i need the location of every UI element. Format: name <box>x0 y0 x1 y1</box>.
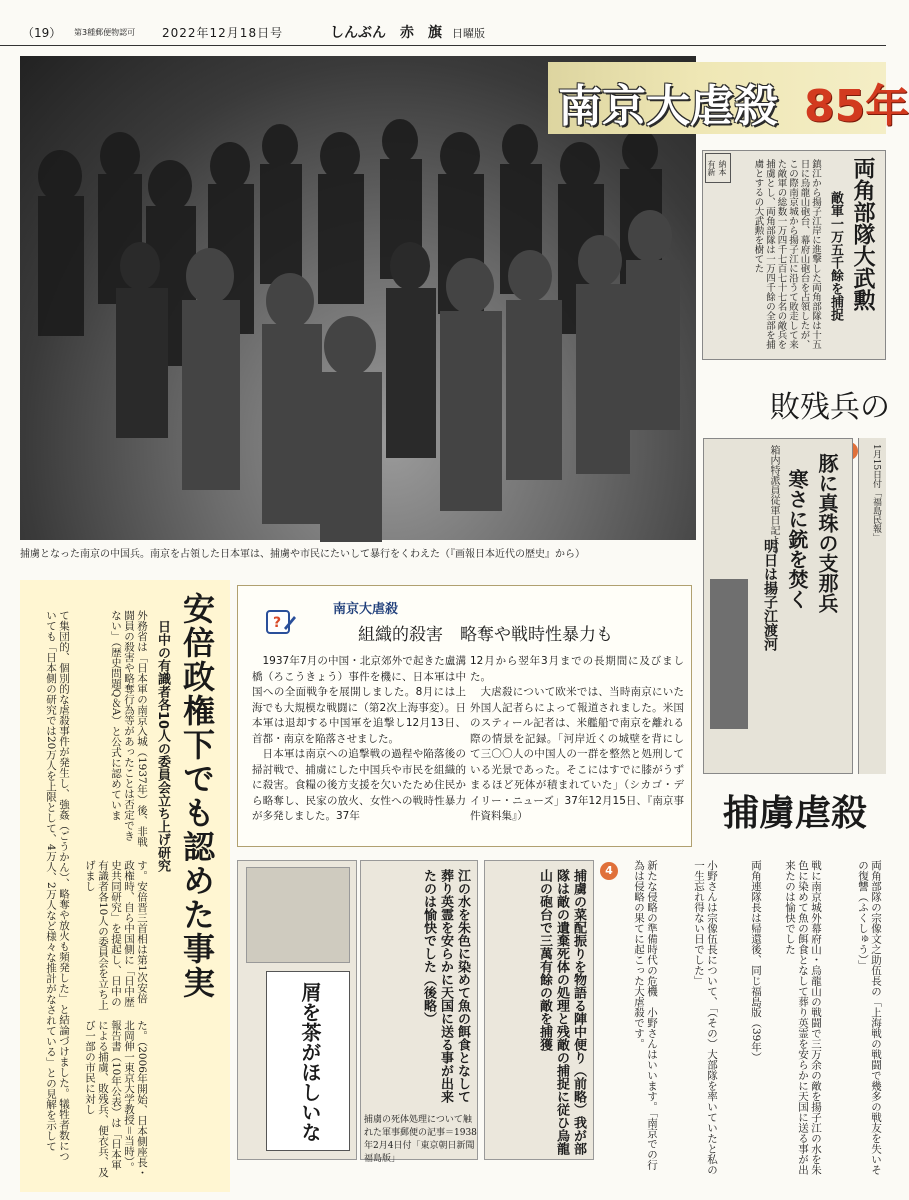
page-number: （19） <box>22 26 62 40</box>
issue-date: 2022年12月18日号 <box>162 26 284 40</box>
headline-stragglers: 敗残兵の <box>770 390 890 425</box>
body-col: 新たな侵略の準備時代の危機 小野さんはいいます。「南京での行為は侵略の果てに起こった大虐殺です。 <box>633 860 658 1170</box>
clip-quote-box <box>266 971 350 1151</box>
old-newspaper-clipping-2 <box>703 438 853 774</box>
old-newspaper-clipping-3 <box>858 438 886 774</box>
photo-caption: 捕虜となった南京の中国兵。南京を占領した日本軍は、捕虜や市民にたいして暴行をくわえた（『画報日本近代の歴史』から） <box>20 549 585 560</box>
clipB-headline: 江の水を朱色に染めて魚の餌食となして葬り英霊を安らかに天国に送る事が出来たのは愉快でした（後略） <box>421 869 470 1103</box>
abe-subtitle: 日中の有識者各10人の委員会立ち上げ研究 <box>155 620 170 873</box>
banner-title: 南京大虐殺 <box>558 81 778 132</box>
edition-label: 日曜版 <box>452 27 485 40</box>
body-col: 戦に南京城外幕府山・烏龍山の戦闘で三万余の敵を揚子江の水を朱色に染めて魚の餌食となして葬り英霊を安らかに天国に送る事が出来たのは愉快でした <box>784 860 822 1175</box>
abe-title: 安倍政権下でも認めた事実 <box>178 592 216 1000</box>
headline-banner <box>548 62 909 134</box>
clip-map-image <box>246 867 350 963</box>
clip-quote: 屑を茶がほしいな <box>298 982 322 1142</box>
clip-headline: 両角部隊大武勲 <box>850 157 876 311</box>
explainer-box <box>237 585 692 847</box>
question-pencil-icon <box>266 608 296 636</box>
old-newspaper-clipping-1 <box>702 150 886 360</box>
old-newspaper-clipping-a <box>237 860 357 1160</box>
clip2-subhead: 寒さに銃を焚く <box>785 469 809 609</box>
page-header <box>0 0 886 46</box>
explainer-paragraph: 1937年7月の中国・北京郊外で起きた盧溝橋（ろこうきょう）事件を機に、日本軍は中国への全面戦争を展開しました。8月には上海でも大規模な戦闘に（第2次上海事変）。日本軍は退却する中国軍を追撃し12月13日、首都・南京を陥落させました。 <box>252 655 466 745</box>
clip-body: 鎮江から揚子江岸に進撃した両角部隊は十五日に烏龍山砲台、幕府山砲台を占領したが、この際南京城から揚子江に沿うて敗走して来た敵軍の総数一万四千七百七十七名の敵兵を捕虜とし、両角部隊は一万四千餘の全部を捕虜とするの大武勲を樹てた <box>752 159 821 349</box>
abe-col2: す。安倍晋三首相は第1次安倍政権時、自ら中国側に「日中歴史共同研究」を提起し、日中の有識者各10人の委員会を立ち上げまし <box>84 860 148 1010</box>
headline-pow-massacre: 捕虜虐殺 <box>723 793 868 834</box>
body-col: 両角連隊長は帰還後、同じ福島版（39年） <box>750 860 762 1063</box>
clip2-place: 明日は揚子江渡河 <box>762 539 778 651</box>
abe-sidebar <box>20 580 230 1192</box>
clip-subhead: 敵軍一万五千餘を捕捉 <box>828 191 843 321</box>
paper-name: しんぶん 赤 旗 <box>330 25 442 41</box>
article-body-right <box>600 860 886 1190</box>
clip3-source: 1月15日付「福島民報」 <box>871 444 881 543</box>
bottom-caption: 捕虜の死体処理について触れた軍事郵便の記事＝1938年2月4日付「東京朝日新聞福島版」 <box>364 1115 477 1164</box>
old-newspaper-clipping-c <box>484 860 594 1160</box>
abe-col4: て集団的、個別的な虐殺事件が発生し、強姦（ごうかん）、略奪や放火も頻発した」と結論づけました。犠牲者数についても「日本側の研究では20万人を上限として、4万人、2万人など様々な推計がなされている」との見解を示して <box>45 610 70 1162</box>
abe-col3: た。（2006年開始、日本側座長・北岡伸一東京大学教授＝当時）。報告書（10年公表）は「日本軍による捕虜、敗残兵、便衣兵、及び一部の市民に対し <box>84 1020 148 1178</box>
explainer-right-column <box>470 654 684 825</box>
postal-permit: 第3種郵便物認可 <box>74 28 136 37</box>
clip2-byline: 箱内特派員従軍日記より <box>768 445 779 555</box>
abe-col1: 外務省は「日本軍の南京入城（1937年）後、非戦闘員の殺害や略奪行為等があったことは否定できない」（歴史問題Q＆A）と公式に認めていま <box>110 610 148 847</box>
explainer-paragraph: 大虐殺について欧米では、当時南京にいた外国人記者らによって報道されました。米国のスティール記者は、米艦船で南京を離れる際の情景を記録。「河岸近くの城壁を背にして三〇〇人の中国人の一群を整然と処刑している光景であった。そこにはすでに膝がうずまるほど死体が積まれていた」（シカゴ・デイリー・ニューズ」37年12月15日、『南京事件資料集』） <box>470 686 684 822</box>
clip-badge: 納本 有新 <box>705 153 731 183</box>
explainer-label: 南京大虐殺 <box>333 602 399 617</box>
body-col: 小野さんは宗像伍長について、「（その）大部隊を率いていたと私の一生忘れ得ない日でした」 <box>693 860 718 1175</box>
clip2-headline: 豚に真珠の支那兵 <box>815 453 839 613</box>
banner-years: 85年 <box>804 81 909 132</box>
body-col: 両角部隊の宗像文之助伍長の「上海戦の戦闘で幾多の戦友を失いその復讐（ふくしゅう）」 <box>857 860 882 1175</box>
explainer-title: 組織的殺害 略奪や戦時性暴力も <box>358 625 613 645</box>
explainer-paragraph: 日本軍は南京への追撃戦の過程や陥落後の掃討戦で、捕虜にした中国兵や市民を組織的に殺害。食糧の後方支援を欠いたため住民から略奪し、民家の放火、女性への戦時性暴力が多発しました。37年 <box>252 748 466 822</box>
explainer-left-column <box>252 654 466 825</box>
explainer-paragraph: 12月から翌年3月までの長期間に及びました。 <box>470 655 684 683</box>
clip-number-4: 4 <box>600 862 618 880</box>
svg-text:?: ? <box>273 615 282 631</box>
clipC-headline: 捕虜の菜配振りを物語る陣中便り（前略）我が部隊は敵の遺棄死体の処理と残敵の捕捉に従ひ烏龍山の砲台で三萬有餘の敵を捕獲 <box>537 869 586 1155</box>
clip2-photo <box>710 579 748 729</box>
